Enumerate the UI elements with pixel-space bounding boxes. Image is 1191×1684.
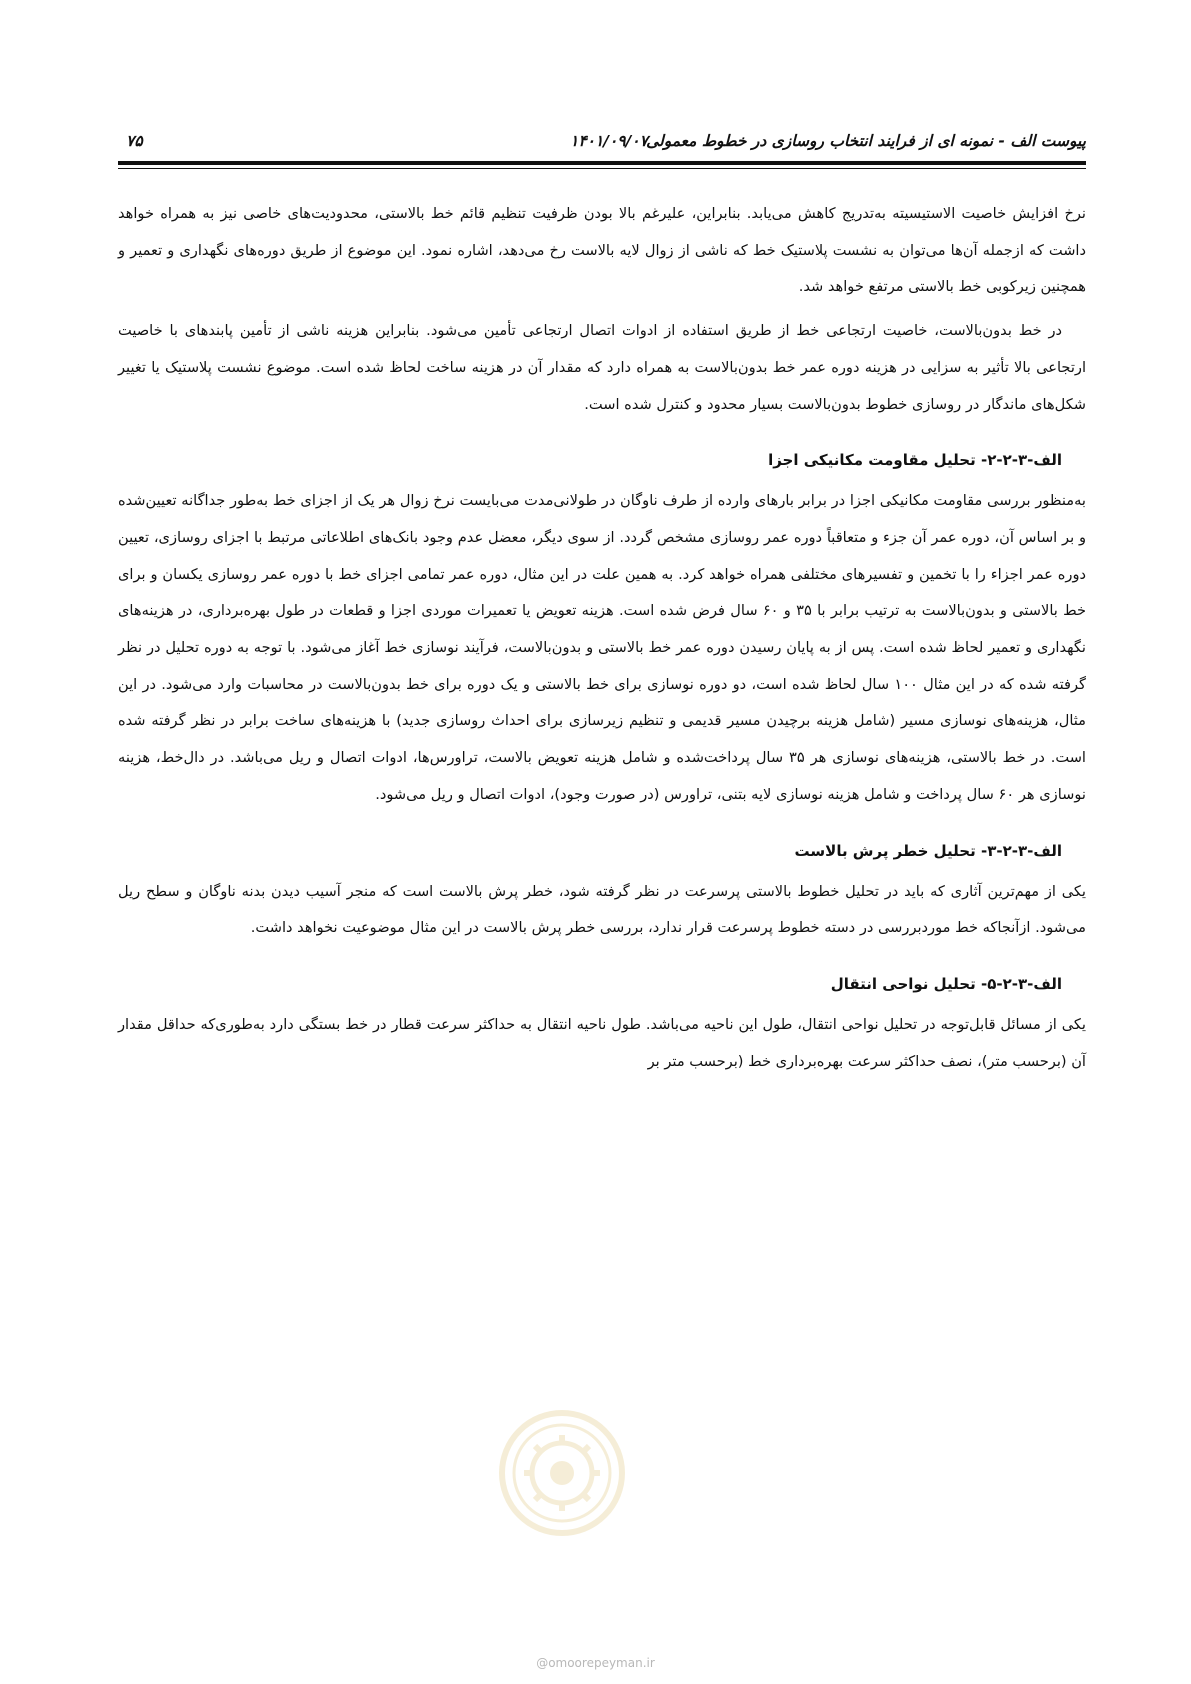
page-number: ۷۵ bbox=[126, 132, 143, 150]
header-rule-thick bbox=[118, 161, 1086, 165]
paragraph: یکی از مهم‌ترین آثاری که باید در تحلیل خطوط بالاستی پرسرعت در نظر گرفته شود، خطر پرش بالاست است که منجر آسیب دیدن بدنه ناوگان و سطح ریل می‌شود. ازآنجاکه خط موردبررسی در دسته خطوط پرسرعت قرار ندارد، بررسی خطر پرش بالاست در این مثال موضوعیت نخواهد داشت. bbox=[118, 882, 1086, 937]
header-rule-thin bbox=[118, 168, 1086, 169]
page-header bbox=[118, 128, 1086, 156]
document-body bbox=[118, 196, 1086, 1080]
header-date: ۱۴۰۱/۰۹/۰۷ bbox=[570, 132, 648, 150]
section-heading: الف-۳-۲-۵- تحلیل نواحی انتقال bbox=[830, 974, 1062, 993]
section-heading: الف-۳-۲-۳- تحلیل خطر پرش بالاست bbox=[794, 841, 1062, 860]
paragraph: به‌منظور بررسی مقاومت مکانیکی اجزا در برابر بارهای وارده از طرف ناوگان در طولانی‌مدت می‌بایست نرخ زوال هر یک از اجزای خط به‌طور جداگانه تعیین‌شده و بر اساس آن، دوره عمر آن جزء و متعاقباً دوره عمر روسازی مشخص گردد. از سوی دیگر، معضل عدم وجود بانک‌های اطلاعاتی مرتبط با اجزای روسازی، تعیین دوره عمر اجزاء را با تخمین و تفسیرهای مختلفی همراه خواهد کرد. به همین علت در این مثال، دوره عمر تمامی اجزای خط با دوره عمر روسازی یکسان و برای خط بالاستی و بدون‌بالاست به ترتیب برابر با ۳۵ و ۶۰ سال فرض شده است. هزینه تعویض یا تعمیرات موردی اجزا و قطعات در طول بهره‌برداری، در هزینه‌های نگهداری و تعمیر لحاظ شده است. پس از به پایان رسیدن دوره عمر خط بالاستی و بدون‌بالاست، فرآیند نوسازی خط آغاز می‌شود. با توجه به دوره تحلیل در نظر گرفته شده که در این مثال ۱۰۰ سال لحاظ شده است، دو دوره نوسازی برای خط بالاستی و یک دوره برای خط بدون‌بالاست در محاسبات وارد می‌شود. در این مثال، هزینه‌های نوسازی مسیر (شامل هزینه برچیدن مسیر قدیمی و تنظیم زیرسازی برای احداث روسازی جدید) با هزینه‌های ساخت برابر در نظر گرفته شده است. در خط بالاستی، هزینه‌های نوسازی هر ۳۵ سال پرداخت‌شده و شامل هزینه تعویض بالاست، تراورس‌ها، ادوات اتصال و ریل می‌باشد. در دال‌خط، هزینه نوسازی هر ۶۰ سال پرداخت و شامل هزینه نوسازی لایه بتنی، تراورس (در صورت وجود)، ادوات اتصال و ریل می‌شود. bbox=[118, 492, 1087, 803]
section-heading: الف-۳-۲-۲- تحلیل مقاومت مکانیکی اجزا bbox=[768, 451, 1062, 470]
paragraph: در خط بدون‌بالاست، خاصیت ارتجاعی خط از طریق استفاده از ادوات اتصال ارتجاعی تأمین می‌شود. بنابراین هزینه ناشی از تأمین پابندهای با خاصیت ارتجاعی بالا تأثیر به سزایی در هزینه دوره عمر خط بدون‌بالاست به همراه دارد که مقدار آن در هزینه ساخت لحاظ شده است. موضوع نشست پلاستیک یا تغییر شکل‌های ماندگار در روسازی خطوط بدون‌بالاست بسیار محدود و کنترل شده است. bbox=[118, 322, 1086, 413]
watermark-website: @omoorepeyman.ir bbox=[536, 1656, 655, 1670]
watermark-seal-icon bbox=[497, 1408, 627, 1538]
paragraph: نرخ افزایش خاصیت الاستیسیته به‌تدریج کاهش می‌یابد. بنابراین، علیرغم بالا بودن ظرفیت تنظیم قائم خط بالاستی، محدودیت‌های خاصی نیز به همراه خواهد داشت که ازجمله آن‌ها می‌توان به نشست پلاستیک خط که ناشی از زوال لایه بالاست رخ می‌دهد، اشاره نمود. این موضوع از طریق دوره‌های نگهداری و تعمیر و همچنین زیرکوبی خط بالاستی مرتفع خواهد شد. bbox=[118, 205, 1086, 296]
paragraph: یکی از مسائل قابل‌توجه در تحلیل نواحی انتقال، طول این ناحیه می‌باشد. طول ناحیه انتقال به حداکثر سرعت قطار در خط بستگی دارد به‌طوری‌که حداقل مقدار آن (برحسب متر)، نصف حداکثر سرعت بهره‌برداری خط (برحسب متر بر bbox=[118, 1015, 1086, 1070]
header-title: پیوست الف - نمونه ای از فرایند انتخاب روسازی در خطوط معمولی bbox=[646, 132, 1086, 150]
